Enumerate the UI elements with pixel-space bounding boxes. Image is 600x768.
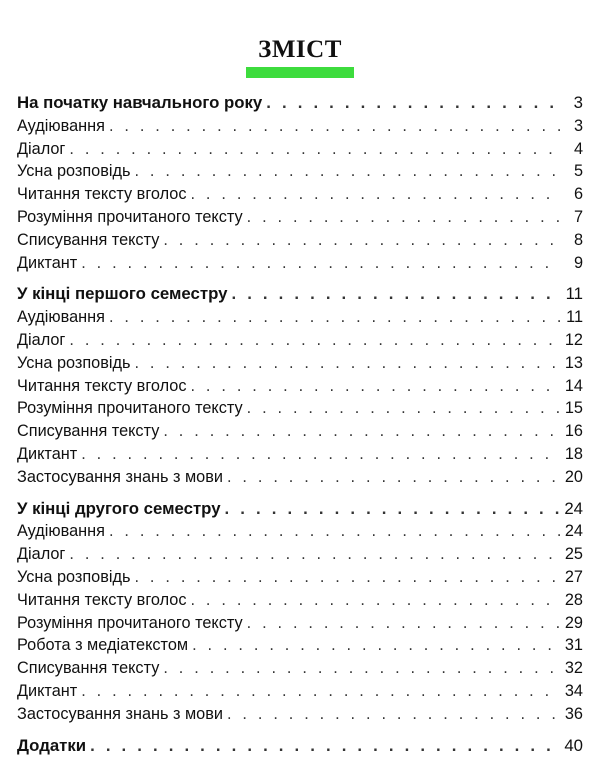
toc-entry[interactable]	[17, 352, 583, 375]
toc-entry[interactable]	[17, 566, 583, 589]
dot-leader	[163, 229, 561, 252]
toc-entry-label: Диктант	[17, 253, 78, 272]
toc-entry-page-number: 16	[564, 422, 583, 441]
toc-section-heading-label: На початку навчального року	[17, 93, 263, 112]
toc-entry-label: Аудіювання	[17, 116, 105, 135]
toc-entry[interactable]	[17, 420, 583, 443]
toc-entry[interactable]	[17, 680, 583, 703]
page-title: ЗМІСТ	[258, 36, 342, 63]
dot-leader	[81, 252, 561, 275]
dot-leader	[81, 443, 561, 466]
toc-entry[interactable]	[17, 375, 583, 398]
toc-entry-page-number: 6	[573, 185, 583, 204]
toc-entry-label: Діалог	[17, 330, 66, 349]
dot-leader	[134, 160, 561, 183]
toc-entry-page-number: 29	[564, 613, 583, 632]
dot-leader	[163, 657, 561, 680]
toc-entry-page-number: 32	[564, 659, 583, 678]
toc-entry[interactable]	[17, 657, 583, 680]
dot-leader	[69, 138, 561, 161]
toc-entry[interactable]	[17, 160, 583, 183]
toc-entry-label: Застосування знань з мови	[17, 467, 223, 486]
toc-section-heading-page-number: 11	[565, 284, 583, 304]
toc-entry[interactable]	[17, 443, 583, 466]
toc-entry-label: Застосування знань з мови	[17, 704, 223, 723]
toc-entry-page-number: 13	[564, 353, 583, 372]
dot-leader	[247, 206, 561, 229]
toc-entry[interactable]	[17, 306, 583, 329]
dot-leader	[190, 589, 560, 612]
dot-leader	[192, 634, 561, 657]
toc-entry-label: Аудіювання	[17, 522, 105, 541]
toc-entry[interactable]	[17, 329, 583, 352]
dot-leader	[134, 566, 560, 589]
toc-entry[interactable]	[17, 397, 583, 420]
toc-entry-label: Розуміння прочитаного тексту	[17, 207, 243, 226]
dot-leader	[247, 612, 561, 635]
dot-leader	[109, 520, 561, 543]
dot-leader	[227, 466, 561, 489]
dot-leader	[163, 420, 561, 443]
toc-entry-label: Усна розповідь	[17, 353, 131, 372]
toc-entry-page-number: 18	[564, 444, 583, 463]
toc-entry-page-number: 14	[564, 376, 583, 395]
dot-leader	[266, 92, 561, 115]
dot-leader	[231, 283, 561, 306]
toc-entry-page-number: 7	[573, 207, 583, 226]
dot-leader	[90, 735, 560, 758]
toc-entry-label: Списування тексту	[17, 230, 160, 249]
toc-section-heading-page-number: 3	[573, 93, 583, 112]
toc-section-heading[interactable]	[17, 92, 583, 115]
toc-entry-page-number: 27	[564, 567, 583, 586]
dot-leader	[190, 375, 560, 398]
toc-entry-page-number: 28	[564, 590, 583, 609]
dot-leader	[69, 543, 561, 566]
toc-entry-label: Розуміння прочитаного тексту	[17, 399, 243, 418]
toc-entry-page-number: 5	[573, 162, 583, 181]
section-spacer	[17, 489, 583, 498]
toc-section-heading-label: У кінці першого семестру	[17, 284, 228, 304]
toc-section-heading-label: Додатки	[17, 735, 87, 755]
toc-entry-label: Диктант	[17, 681, 78, 700]
toc-section-heading[interactable]	[17, 498, 583, 521]
toc-entry-page-number: 36	[564, 704, 583, 723]
toc-entry-page-number: 9	[573, 253, 583, 272]
toc-entry-page-number: 4	[573, 139, 583, 158]
toc-entry-page-number: 24	[564, 522, 583, 541]
toc-entry[interactable]	[17, 634, 583, 657]
dot-leader	[190, 183, 561, 206]
dot-leader	[225, 498, 561, 521]
toc-entry-label: Розуміння прочитаного тексту	[17, 613, 243, 632]
toc-entry[interactable]	[17, 138, 583, 161]
toc-entry[interactable]	[17, 206, 583, 229]
toc-entry-page-number: 8	[573, 230, 583, 249]
toc-entry[interactable]	[17, 115, 583, 138]
section-spacer	[17, 726, 583, 735]
dot-leader	[69, 329, 561, 352]
toc-entry-page-number: 31	[564, 636, 583, 655]
toc-entry[interactable]	[17, 229, 583, 252]
toc-entry-page-number: 25	[564, 545, 583, 564]
toc-entry[interactable]	[17, 589, 583, 612]
title-underline-bar	[246, 67, 354, 78]
toc-entry-label: Усна розповідь	[17, 567, 131, 586]
toc-entry[interactable]	[17, 183, 583, 206]
dot-leader	[81, 680, 561, 703]
toc-entry-label: Діалог	[17, 545, 66, 564]
toc-entry[interactable]	[17, 703, 583, 726]
toc-entry-page-number: 12	[564, 330, 583, 349]
toc-entry-label: Аудіювання	[17, 308, 105, 327]
toc-entry[interactable]	[17, 543, 583, 566]
toc-entry-page-number: 34	[564, 681, 583, 700]
toc-section-heading[interactable]	[17, 283, 583, 306]
toc-section-heading-label: У кінці другого семестру	[17, 498, 221, 518]
toc-entry-page-number: 20	[564, 467, 583, 486]
toc-entry-label: Читання тексту вголос	[17, 376, 187, 395]
toc-section-heading-page-number: 24	[564, 498, 583, 518]
toc-entry-label: Усна розповідь	[17, 162, 131, 181]
toc-entry-page-number: 3	[573, 116, 583, 135]
toc-entry[interactable]	[17, 252, 583, 275]
toc-entry-page-number: 11	[566, 308, 583, 327]
dot-leader	[134, 352, 560, 375]
toc-section-heading-page-number: 40	[564, 735, 583, 755]
dot-leader	[109, 306, 561, 329]
table-of-contents	[17, 92, 583, 757]
toc-entry[interactable]	[17, 520, 583, 543]
dot-leader	[227, 703, 561, 726]
toc-entry-label: Діалог	[17, 139, 66, 158]
dot-leader	[109, 115, 561, 138]
toc-entry-label: Читання тексту вголос	[17, 590, 187, 609]
toc-entry-label: Читання тексту вголос	[17, 185, 187, 204]
toc-entry-label: Списування тексту	[17, 422, 160, 441]
toc-entry-label: Диктант	[17, 444, 78, 463]
toc-section-heading[interactable]	[17, 735, 583, 758]
section-spacer	[17, 274, 583, 283]
toc-entry-label: Робота з медіатекстом	[17, 636, 189, 655]
toc-entry-label: Списування тексту	[17, 659, 160, 678]
toc-entry[interactable]	[17, 612, 583, 635]
toc-entry-page-number: 15	[564, 399, 583, 418]
toc-entry[interactable]	[17, 466, 583, 489]
dot-leader	[247, 397, 561, 420]
